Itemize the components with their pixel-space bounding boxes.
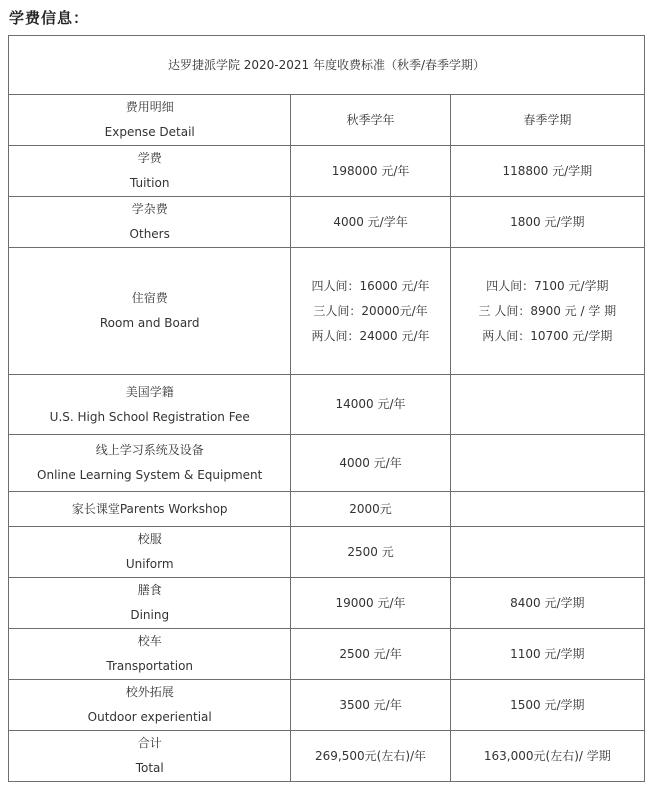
table-row bbox=[9, 578, 645, 629]
expense-item: Outdoor experiential bbox=[87, 710, 212, 724]
expense-item: Tuition bbox=[129, 176, 170, 190]
fall-amount: 2500 元/年 bbox=[339, 646, 402, 661]
fall-amount: 2000元 bbox=[349, 501, 392, 516]
expense-item: 美国学籍 bbox=[125, 384, 174, 399]
spring-amount: 8400 元/学期 bbox=[510, 595, 585, 610]
spring-amount-cell bbox=[450, 248, 644, 375]
spring-amount: 163,000元(左右)/ 学期 bbox=[483, 748, 611, 763]
expense-item-cell bbox=[9, 435, 291, 492]
header-spring: 春季学期 bbox=[450, 95, 644, 146]
header-expense-detail-en: Expense Detail bbox=[104, 125, 195, 139]
expense-item-cell bbox=[9, 248, 291, 375]
expense-item: 校服 bbox=[137, 532, 162, 546]
fall-amount-cell bbox=[291, 197, 450, 248]
expense-item: 线上学习系统及设备 bbox=[95, 443, 204, 457]
spring-amount-cell bbox=[450, 527, 644, 578]
fall-amount-cell bbox=[291, 492, 450, 527]
expense-item: 住宿费 bbox=[131, 291, 168, 305]
fall-amount-cell bbox=[291, 248, 450, 375]
expense-item: Others bbox=[129, 227, 170, 241]
table-title: 达罗捷派学院 2020-2021 年度收费标准（秋季/春季学期） bbox=[9, 36, 645, 95]
spring-amount: 1800 元/学期 bbox=[510, 214, 585, 229]
table-row bbox=[9, 492, 645, 527]
table-row bbox=[9, 731, 645, 782]
expense-item: 校外拓展 bbox=[125, 685, 174, 699]
expense-item: 学费 bbox=[137, 151, 162, 165]
expense-item: 合计 bbox=[137, 736, 162, 750]
spring-amount-cell bbox=[450, 146, 644, 197]
table-row bbox=[9, 680, 645, 731]
fee-table bbox=[8, 35, 645, 782]
expense-item: Room and Board bbox=[99, 316, 200, 330]
section-heading: 学费信息： bbox=[9, 9, 90, 27]
fall-amount: 三人间：20000元/年 bbox=[313, 303, 428, 318]
fall-amount: 4000 元/年 bbox=[339, 455, 402, 470]
spring-amount: 四人间：7100 元/学期 bbox=[486, 278, 609, 293]
table-row bbox=[9, 629, 645, 680]
spring-amount-cell bbox=[450, 578, 644, 629]
expense-item-cell bbox=[9, 492, 291, 527]
expense-item: 校车 bbox=[137, 634, 162, 648]
fall-amount: 4000 元/学年 bbox=[333, 214, 408, 229]
spring-amount-cell bbox=[450, 629, 644, 680]
spring-amount-cell bbox=[450, 731, 644, 782]
expense-item-cell bbox=[9, 146, 291, 197]
fall-amount: 19000 元/年 bbox=[335, 595, 406, 610]
fall-amount: 269,500元(左右)/年 bbox=[315, 748, 427, 763]
header-expense-detail-zh: 费用明细 bbox=[125, 100, 174, 114]
spring-amount-cell bbox=[450, 435, 644, 492]
spring-amount-cell bbox=[450, 197, 644, 248]
expense-item-cell bbox=[9, 629, 291, 680]
expense-item-cell bbox=[9, 680, 291, 731]
expense-item-cell bbox=[9, 731, 291, 782]
table-header-row bbox=[9, 95, 645, 146]
table-row bbox=[9, 375, 645, 435]
spring-amount: 两人间：10700 元/学期 bbox=[482, 328, 613, 343]
spring-amount: 1500 元/学期 bbox=[510, 697, 585, 712]
expense-item: Total bbox=[135, 761, 164, 775]
expense-item-cell bbox=[9, 197, 291, 248]
expense-item: Online Learning System & Equipment bbox=[37, 468, 263, 482]
fall-amount: 14000 元/年 bbox=[335, 397, 406, 411]
table-row bbox=[9, 527, 645, 578]
table-row bbox=[9, 248, 645, 375]
expense-item: Transportation bbox=[106, 659, 194, 673]
fall-amount-cell bbox=[291, 578, 450, 629]
fall-amount: 2500 元 bbox=[347, 544, 394, 559]
expense-item: Uniform bbox=[125, 557, 174, 571]
table-row bbox=[9, 197, 645, 248]
fall-amount-cell bbox=[291, 629, 450, 680]
fall-amount-cell bbox=[291, 435, 450, 492]
spring-amount-cell bbox=[450, 375, 644, 435]
fall-amount: 四人间：16000 元/年 bbox=[311, 278, 430, 293]
spring-amount-cell bbox=[450, 680, 644, 731]
spring-amount: 三 人间：8900 元 / 学 期 bbox=[478, 303, 617, 318]
fall-amount-cell bbox=[291, 146, 450, 197]
fall-amount-cell bbox=[291, 731, 450, 782]
expense-item: Dining bbox=[130, 608, 170, 622]
spring-amount: 1100 元/学期 bbox=[510, 646, 585, 661]
table-row bbox=[9, 146, 645, 197]
expense-item: 学杂费 bbox=[131, 202, 168, 216]
fall-amount-cell bbox=[291, 680, 450, 731]
spring-amount: 118800 元/学期 bbox=[502, 163, 593, 178]
expense-item: U.S. High School Registration Fee bbox=[49, 409, 250, 424]
header-expense-detail bbox=[9, 95, 291, 146]
fall-amount-cell bbox=[291, 527, 450, 578]
table-row bbox=[9, 435, 645, 492]
fall-amount: 198000 元/年 bbox=[331, 163, 410, 178]
fall-amount: 3500 元/年 bbox=[339, 697, 402, 712]
expense-item-cell bbox=[9, 527, 291, 578]
expense-item: 家长课堂Parents Workshop bbox=[71, 501, 228, 516]
expense-item-cell bbox=[9, 375, 291, 435]
fall-amount-cell bbox=[291, 375, 450, 435]
expense-item-cell bbox=[9, 578, 291, 629]
spring-amount-cell bbox=[450, 492, 644, 527]
table-title-row bbox=[9, 36, 645, 95]
header-fall: 秋季学年 bbox=[291, 95, 450, 146]
expense-item: 膳食 bbox=[137, 583, 162, 597]
fall-amount: 两人间：24000 元/年 bbox=[311, 328, 430, 343]
